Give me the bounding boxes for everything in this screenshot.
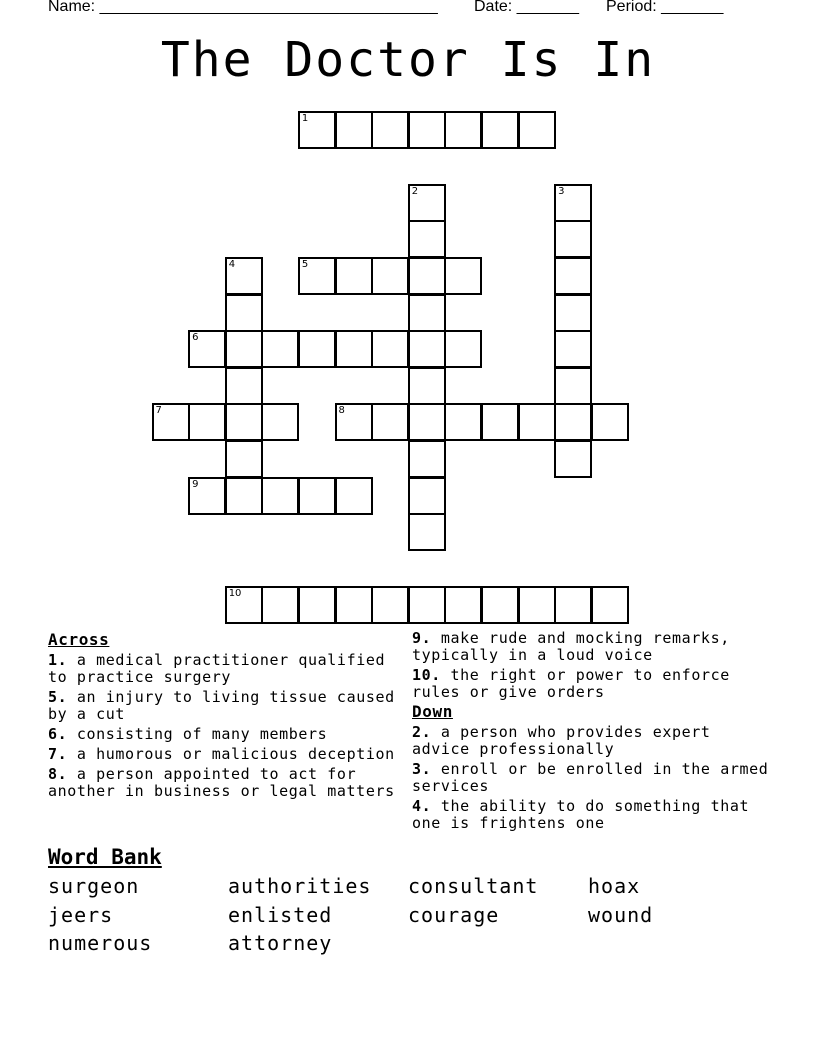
clue-number: 6 bbox=[192, 332, 199, 344]
grid-cell[interactable] bbox=[298, 257, 336, 295]
grid-cell[interactable] bbox=[188, 403, 226, 441]
grid-cell[interactable] bbox=[554, 220, 592, 258]
grid-cell[interactable] bbox=[481, 111, 519, 149]
clue-across: 10. the right or power to enforce rules or give orders bbox=[412, 666, 730, 701]
grid-cell[interactable] bbox=[225, 294, 263, 332]
word-bank-item: attorney bbox=[228, 931, 333, 955]
word-bank-item: authorities bbox=[228, 874, 372, 898]
date-field-label: Date: _______ bbox=[474, 0, 579, 15]
grid-cell[interactable] bbox=[444, 586, 482, 624]
grid-cell[interactable] bbox=[554, 440, 592, 478]
clue-number: 9 bbox=[192, 478, 199, 490]
clue-number: 10 bbox=[228, 588, 242, 600]
grid-cell[interactable] bbox=[371, 586, 409, 624]
word-bank-item: hoax bbox=[588, 874, 641, 898]
clue-number: 5 bbox=[301, 258, 309, 270]
grid-cell[interactable] bbox=[225, 403, 263, 441]
grid-cell[interactable] bbox=[554, 257, 592, 295]
name-field-label: Name: ______________________________________ bbox=[48, 0, 438, 15]
down-heading: Down bbox=[412, 702, 453, 721]
grid-cell[interactable] bbox=[408, 477, 446, 515]
grid-cell[interactable] bbox=[298, 477, 336, 515]
across-heading: Across bbox=[48, 630, 110, 649]
grid-cell[interactable] bbox=[225, 257, 263, 295]
grid-cell[interactable] bbox=[335, 111, 373, 149]
grid-cell[interactable] bbox=[298, 330, 336, 368]
grid-cell[interactable] bbox=[408, 513, 446, 551]
word-bank-title: Word Bank bbox=[48, 845, 162, 869]
clue-across: 5. an injury to living tissue caused by a cut bbox=[48, 688, 395, 723]
grid-cell[interactable] bbox=[481, 586, 519, 624]
clue-across: 9. make rude and mocking remarks, typically in a loud voice bbox=[412, 629, 730, 664]
clue-number: 3 bbox=[558, 185, 565, 197]
clue-down: 3. enroll or be enrolled in the armed services bbox=[412, 760, 769, 795]
word-bank-item: wound bbox=[588, 903, 654, 927]
grid-cell[interactable] bbox=[554, 586, 592, 624]
word-bank-item: jeers bbox=[48, 903, 114, 927]
grid-cell[interactable] bbox=[408, 440, 446, 478]
grid-cell[interactable] bbox=[554, 184, 592, 222]
clue-across: 6. consisting of many members bbox=[48, 725, 328, 743]
grid-cell[interactable] bbox=[408, 111, 446, 149]
word-bank-item: surgeon bbox=[48, 874, 140, 898]
grid-cell[interactable] bbox=[408, 403, 446, 441]
grid-cell[interactable] bbox=[408, 294, 446, 332]
clue-number: 2 bbox=[411, 185, 419, 197]
grid-cell[interactable] bbox=[444, 257, 482, 295]
grid-cell[interactable] bbox=[554, 294, 592, 332]
grid-cell[interactable] bbox=[591, 586, 629, 624]
clue-number: 7 bbox=[155, 405, 162, 417]
grid-cell[interactable] bbox=[518, 586, 556, 624]
clue-across: 1. a medical practitioner qualified to practice surgery bbox=[48, 651, 386, 686]
grid-cell[interactable] bbox=[371, 403, 409, 441]
grid-cell[interactable] bbox=[444, 403, 482, 441]
grid-cell[interactable] bbox=[518, 111, 556, 149]
grid-cell[interactable] bbox=[225, 330, 263, 368]
grid-cell[interactable] bbox=[261, 403, 299, 441]
grid-cell[interactable] bbox=[225, 440, 263, 478]
grid-cell[interactable] bbox=[408, 220, 446, 258]
clue-across: 7. a humorous or malicious deception bbox=[48, 745, 395, 763]
grid-cell[interactable] bbox=[444, 111, 482, 149]
grid-cell[interactable] bbox=[188, 477, 226, 515]
grid-cell[interactable] bbox=[298, 111, 336, 149]
grid-cell[interactable] bbox=[335, 330, 373, 368]
clue-down: 4. the ability to do something that one is frightens one bbox=[412, 797, 750, 832]
grid-cell[interactable] bbox=[591, 403, 629, 441]
grid-cell[interactable] bbox=[554, 403, 592, 441]
grid-cell[interactable] bbox=[408, 257, 446, 295]
word-bank-item: numerous bbox=[48, 931, 153, 955]
period-field-label: Period: _______ bbox=[606, 0, 724, 15]
grid-cell[interactable] bbox=[261, 477, 299, 515]
clue-down: 2. a person who provides expert advice professionally bbox=[412, 723, 711, 758]
grid-cell[interactable] bbox=[261, 586, 299, 624]
clue-number: 8 bbox=[338, 405, 345, 417]
grid-cell[interactable] bbox=[335, 257, 373, 295]
grid-cell[interactable] bbox=[554, 330, 592, 368]
across-clues bbox=[48, 629, 398, 800]
grid-cell[interactable] bbox=[225, 367, 263, 405]
grid-cell[interactable] bbox=[408, 330, 446, 368]
grid-cell[interactable] bbox=[371, 257, 409, 295]
grid-cell[interactable] bbox=[225, 586, 263, 624]
grid-cell[interactable] bbox=[371, 330, 409, 368]
grid-cell[interactable] bbox=[408, 184, 446, 222]
grid-cell[interactable] bbox=[225, 477, 263, 515]
grid-cell[interactable] bbox=[408, 367, 446, 405]
grid-cell[interactable] bbox=[444, 330, 482, 368]
grid-cell[interactable] bbox=[298, 586, 336, 624]
more-clues bbox=[412, 629, 772, 832]
clue-number: 4 bbox=[228, 258, 236, 270]
grid-cell[interactable] bbox=[335, 586, 373, 624]
word-bank-item: courage bbox=[408, 903, 500, 927]
word-bank-item: enlisted bbox=[228, 903, 333, 927]
grid-cell[interactable] bbox=[188, 330, 226, 368]
clue-across: 8. a person appointed to act for another in business or legal matters bbox=[48, 765, 395, 800]
grid-cell[interactable] bbox=[335, 477, 373, 515]
grid-cell[interactable] bbox=[481, 403, 519, 441]
grid-cell[interactable] bbox=[554, 367, 592, 405]
grid-cell[interactable] bbox=[152, 403, 190, 441]
grid-cell[interactable] bbox=[335, 403, 373, 441]
page-title: The Doctor Is In bbox=[160, 32, 656, 88]
grid-cell[interactable] bbox=[408, 586, 446, 624]
grid-cell[interactable] bbox=[518, 403, 556, 441]
clue-number: 1 bbox=[301, 112, 309, 124]
grid-cell[interactable] bbox=[371, 111, 409, 149]
word-bank-item: consultant bbox=[408, 874, 539, 898]
grid-cell[interactable] bbox=[261, 330, 299, 368]
